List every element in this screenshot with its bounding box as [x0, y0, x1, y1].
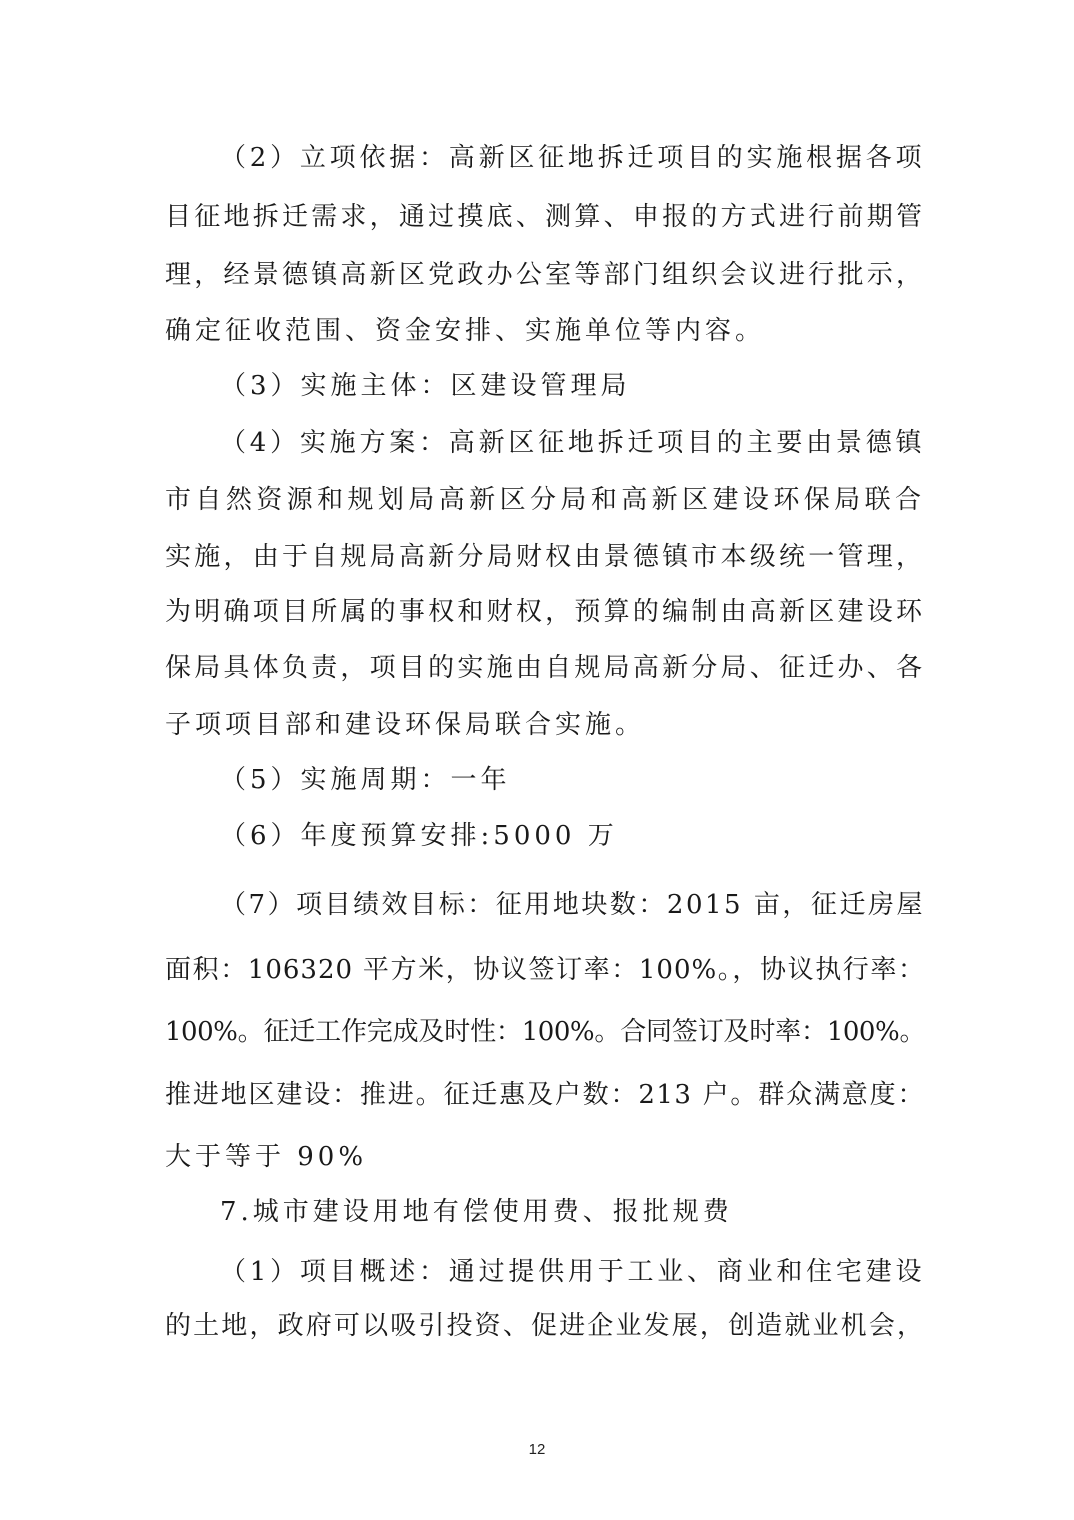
- paragraph-line: （7）项目绩效目标：征用地块数：2015 亩，征迁房屋: [220, 890, 925, 920]
- paragraph-line: 面积：106320 平方米，协议签订率：100%。，协议执行率：: [165, 955, 925, 985]
- paragraph-line: 理，经景德镇高新区党政办公室等部门组织会议进行批示，: [165, 260, 925, 290]
- paragraph-line: （1）项目概述：通过提供用于工业、商业和住宅建设: [220, 1257, 925, 1287]
- paragraph-line: 市自然资源和规划局高新区分局和高新区建设环保局联合: [165, 485, 925, 515]
- paragraph-line: 子项项目部和建设环保局联合实施。: [165, 710, 646, 740]
- paragraph-line: 推进地区建设：推进。征迁惠及户数：213 户。群众满意度：: [165, 1080, 925, 1110]
- paragraph-line: 实施，由于自规局高新分局财权由景德镇市本级统一管理，: [165, 542, 925, 572]
- paragraph-line: （3）实施主体：区建设管理局: [220, 371, 631, 401]
- paragraph-line: 的土地，政府可以吸引投资、促进企业发展，创造就业机会，: [165, 1311, 925, 1341]
- paragraph-line: （2）立项依据：高新区征地拆迁项目的实施根据各项: [220, 143, 925, 173]
- paragraph-line: （4）实施方案：高新区征地拆迁项目的主要由景德镇: [220, 428, 925, 458]
- paragraph-line: 100%。征迁工作完成及时性：100%。合同签订及时率：100%。: [165, 1017, 925, 1047]
- paragraph-line: （5）实施周期：一年: [220, 765, 511, 795]
- paragraph-line: 为明确项目所属的事权和财权，预算的编制由高新区建设环: [165, 597, 925, 627]
- paragraph-line: 确定征收范围、资金安排、实施单位等内容。: [165, 316, 766, 346]
- paragraph-line: 大于等于 90%: [165, 1142, 368, 1172]
- section-heading: 7.城市建设用地有偿使用费、报批规费: [220, 1197, 733, 1227]
- paragraph-line: （6）年度预算安排:5000 万: [220, 821, 618, 851]
- page-number: 12: [528, 1441, 546, 1458]
- paragraph-line: 保局具体负责，项目的实施由自规局高新分局、征迁办、各: [165, 653, 925, 683]
- paragraph-line: 目征地拆迁需求，通过摸底、测算、申报的方式进行前期管: [165, 202, 925, 232]
